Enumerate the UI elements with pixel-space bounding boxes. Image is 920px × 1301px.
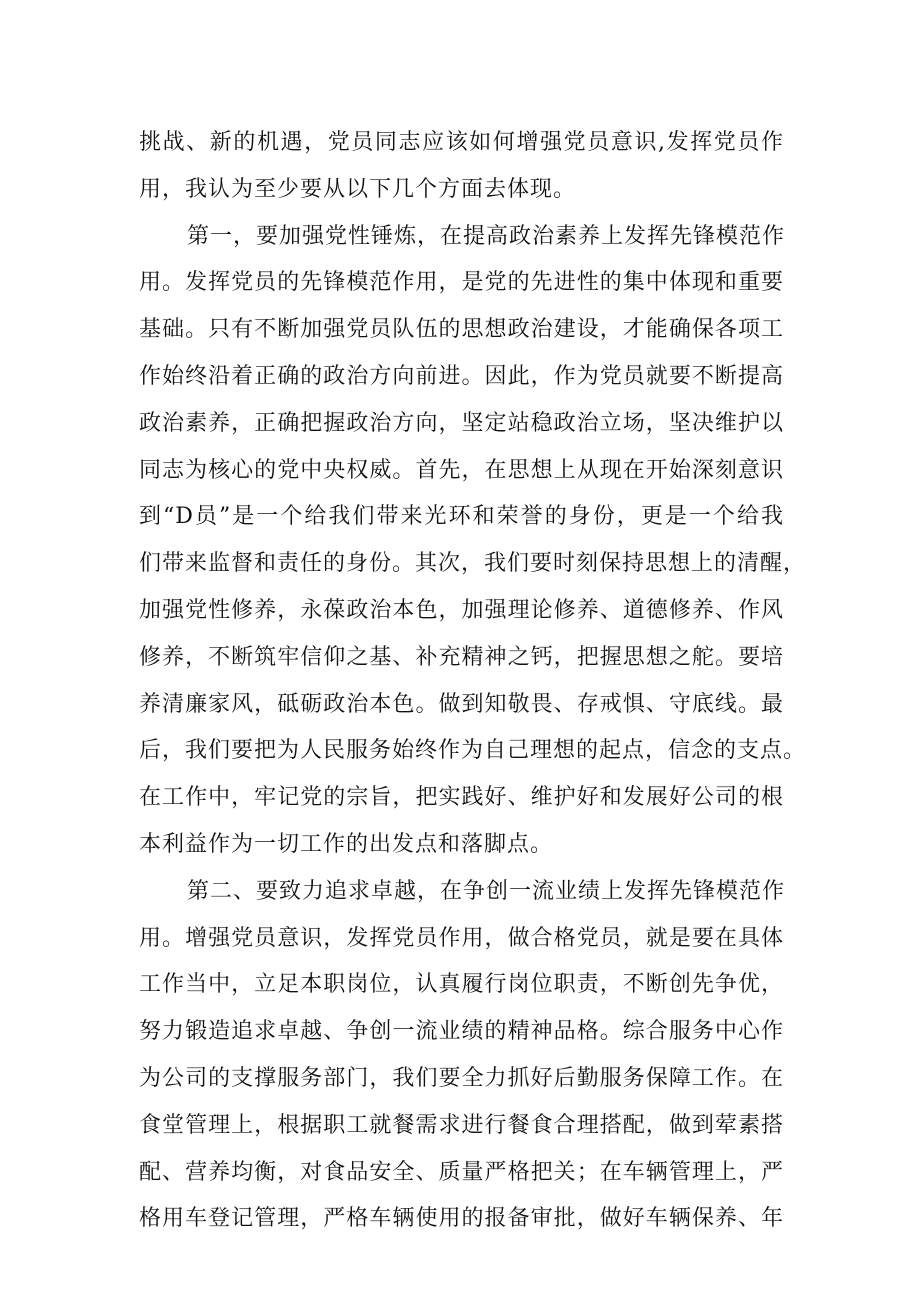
text-line: 配、营养均衡，对食品安全、质量严格把关；在车辆管理上，严: [139, 1159, 784, 1185]
text-line: 作始终沿着正确的政治方向前进。因此，作为党员就要不断提高: [139, 363, 784, 389]
text-line: 同志为核心的党中央权威。首先，在思想上从现在开始深刻意识: [139, 457, 784, 483]
text-line: 第二、要致力追求卓越，在争创一流业绩上发挥先锋模范作: [187, 878, 786, 904]
text-line: 用，我认为至少要从以下几个方面去体现。: [139, 176, 577, 202]
text-line: 到“D员”是一个给我们带来光环和荣誉的身份，更是一个给我: [139, 504, 784, 530]
text-line: 修养，不断筑牢信仰之基、补充精神之钙，把握思想之舵。要培: [139, 644, 784, 670]
text-line: 用。发挥党员的先锋模范作用，是党的先进性的集中体现和重要: [139, 270, 784, 296]
text-line: 本利益作为一切工作的出发点和落脚点。: [139, 831, 554, 857]
text-line: 后，我们要把为人民服务始终作为自己理想的起点，信念的支点。: [139, 738, 807, 764]
text-line: 食堂管理上，根据职工就餐需求进行餐食合理搭配，做到荤素搭: [139, 1112, 784, 1138]
text-line: 们带来监督和责任的身份。其次，我们要时刻保持思想上的清醒，: [139, 551, 807, 577]
document-body: [139, 120, 807, 1243]
text-line: 加强党性修养，永葆政治本色，加强理论修养、道德修养、作风: [139, 597, 784, 623]
text-line: 挑战、新的机遇，党员同志应该如何增强党员意识,发挥党员作: [139, 130, 784, 155]
text-line: 格用车登记管理，严格车辆使用的报备审批，做好车辆保养、年: [139, 1206, 784, 1232]
text-line: 用。增强党员意识，发挥党员作用，做合格党员，就是要在具体: [139, 925, 784, 951]
text-line: 养清廉家风，砥砺政治本色。做到知敬畏、存戒惧、守底线。最: [139, 691, 784, 717]
text-line: 在工作中，牢记党的宗旨，把实践好、维护好和发展好公司的根: [139, 785, 784, 811]
text-line: 第一，要加强党性锤炼，在提高政治素养上发挥先锋模范作: [187, 223, 786, 249]
text-line: 工作当中，立足本职岗位，认真履行岗位职责，不断创先争优，: [139, 972, 784, 998]
text-line: 努力锻造追求卓越、争创一流业绩的精神品格。综合服务中心作: [139, 1019, 784, 1045]
text-line: 基础。只有不断加强党员队伍的思想政治建设，才能确保各项工: [139, 317, 784, 343]
text-line: 政治素养，正确把握政治方向，坚定站稳政治立场，坚决维护以: [139, 410, 784, 436]
text-line: 为公司的支撑服务部门，我们要全力抓好后勤服务保障工作。在: [139, 1065, 784, 1091]
